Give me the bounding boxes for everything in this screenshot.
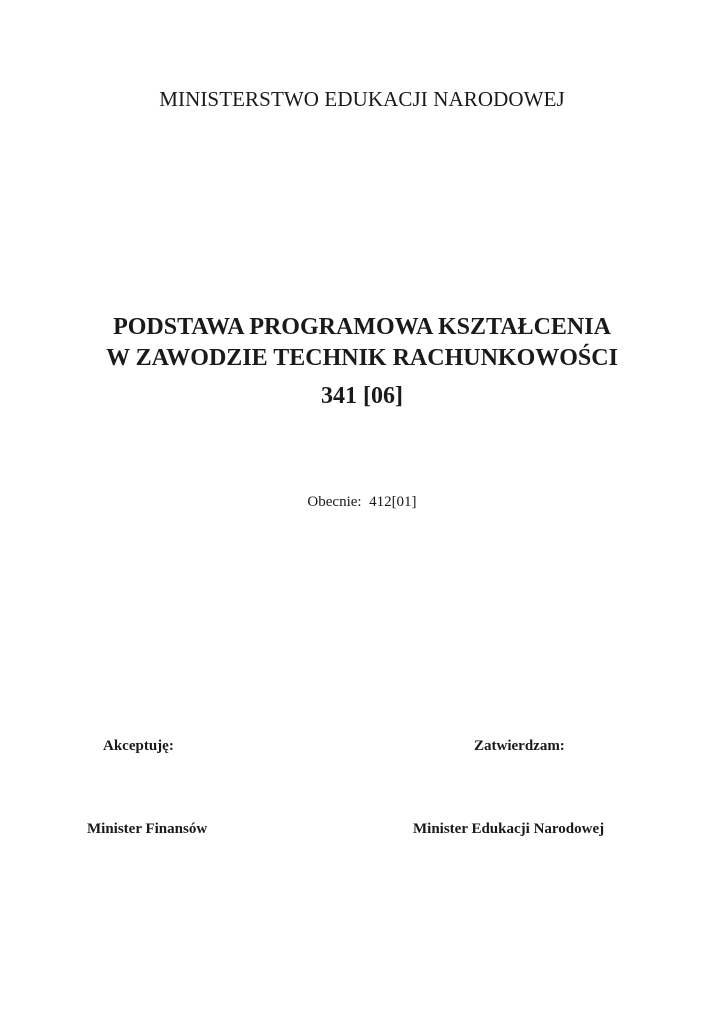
title-line-2: W ZAWODZIE TECHNIK RACHUNKOWOŚCI bbox=[106, 345, 618, 371]
ministry-header: MINISTERSTWO EDUKACJI NARODOWEJ bbox=[159, 87, 565, 111]
current-code-line bbox=[0, 494, 724, 511]
accept-label: Akceptuję: bbox=[103, 738, 174, 754]
profession-code: 341 [06] bbox=[321, 383, 403, 409]
document-title bbox=[0, 312, 724, 412]
current-code-value: 412[01] bbox=[369, 494, 417, 510]
approve-label: Zatwierdzam: bbox=[474, 738, 565, 754]
current-code-label: Obecnie: bbox=[307, 494, 362, 510]
education-minister-signatory: Minister Edukacji Narodowej bbox=[413, 821, 605, 837]
title-line-1: PODSTAWA PROGRAMOWA KSZTAŁCENIA bbox=[113, 314, 611, 340]
finance-minister-signatory: Minister Finansów bbox=[87, 821, 208, 837]
